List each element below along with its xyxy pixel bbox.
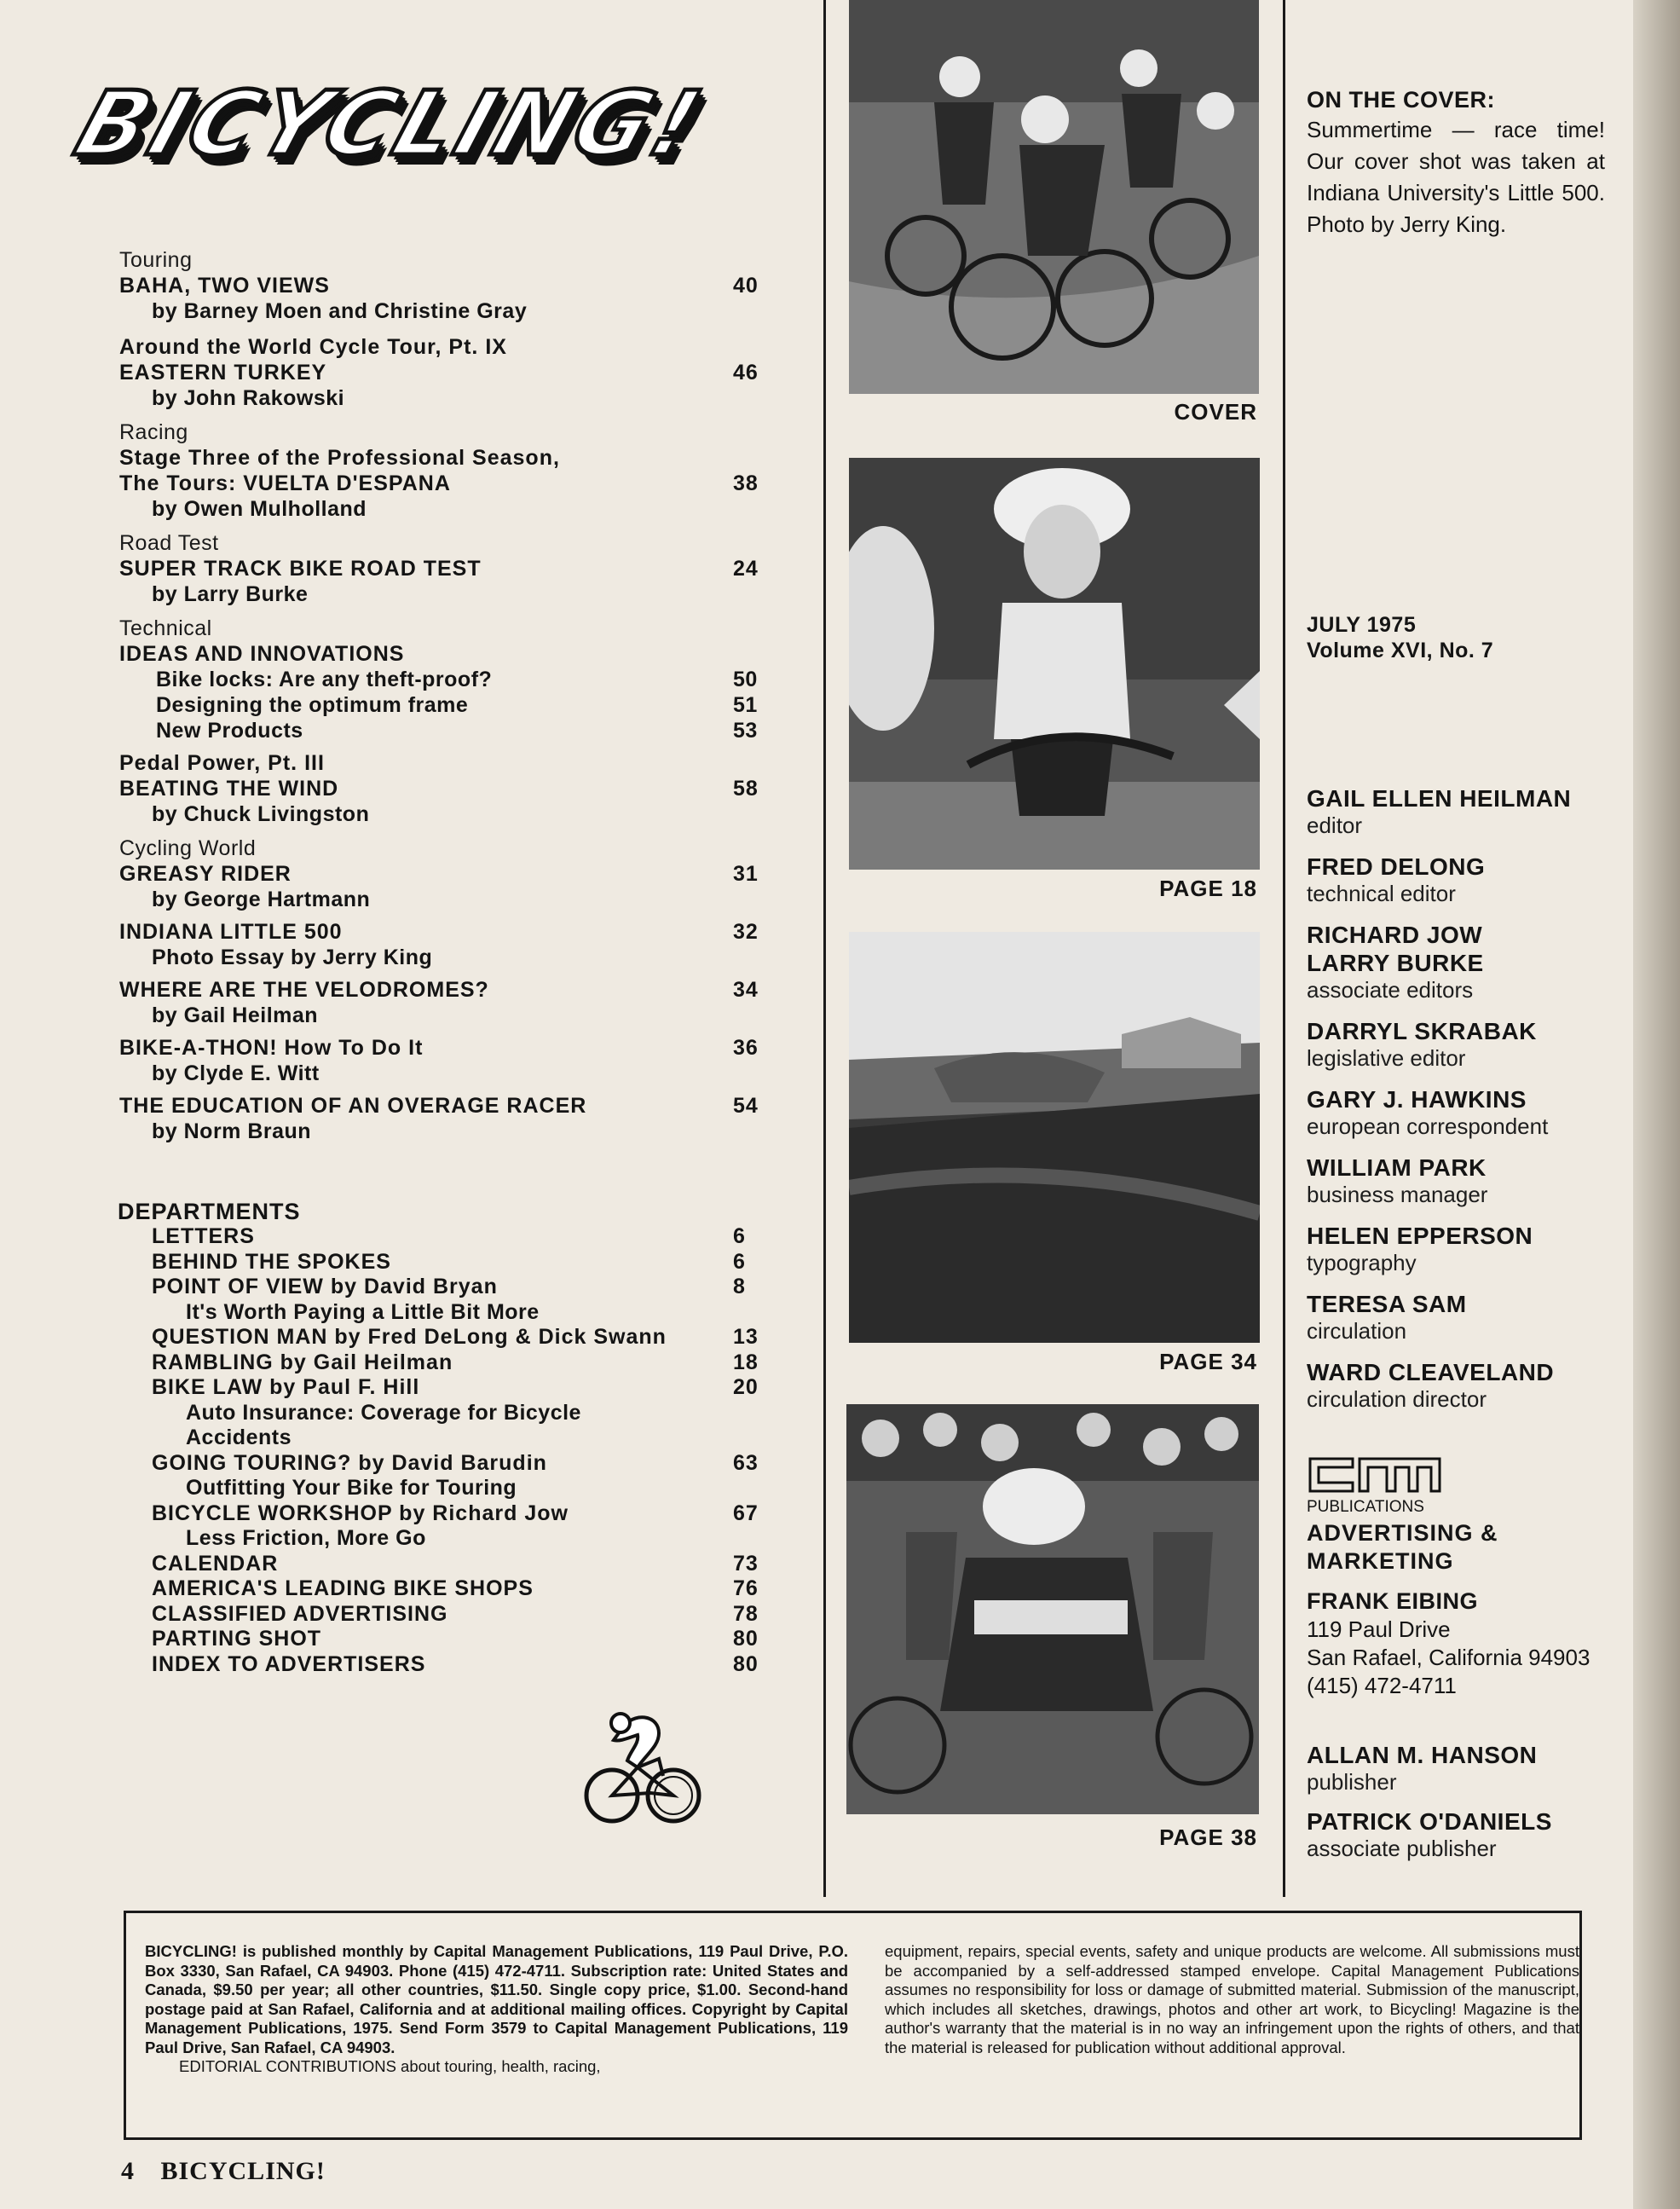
cyclist-icon xyxy=(578,1708,710,1827)
cover-note-heading: ON THE COVER: xyxy=(1307,87,1496,113)
entry-byline: by Chuck Livingston xyxy=(152,802,370,826)
staff-role: editor xyxy=(1307,812,1363,838)
department-row[interactable] xyxy=(118,1250,784,1275)
info-right-text: equipment, repairs, special events, safety and unique products are welcome. All submissions must be accompanied by a self-addressed stamped envelope. Capital Management Publications assumes no responsibility for loss or damage of submitted material. Submission of the manuscript, which includes all sketches, drawings, photos and other art work, to Bicycling! Magazine is the author's warranty that the material is in no way an infringement upon the rights of others, and that the material is released for publication without additional approval. xyxy=(885,1942,1579,2056)
contact-address-1: 119 Paul Drive xyxy=(1307,1616,1451,1642)
page-number: 4 xyxy=(121,2157,135,2185)
department-subtitle: Less Friction, More Go xyxy=(186,1526,426,1550)
publisher-block xyxy=(1307,1454,1648,1862)
department-title: INDEX TO ADVERTISERS xyxy=(152,1651,426,1676)
department-row[interactable] xyxy=(118,1224,784,1250)
department-page: 20 xyxy=(733,1375,759,1399)
masthead-entry xyxy=(1307,1154,1648,1208)
toc-entry[interactable] xyxy=(119,919,784,945)
staff-name: FRED DELONG xyxy=(1307,853,1486,880)
department-title: CALENDAR xyxy=(152,1551,279,1576)
department-row[interactable] xyxy=(118,1552,784,1577)
person-role: publisher xyxy=(1307,1769,1397,1795)
departments-rows xyxy=(118,1224,784,1677)
staff-role: legislative editor xyxy=(1307,1045,1466,1071)
entry-title: INDIANA LITTLE 500 xyxy=(119,920,343,944)
department-page: 6 xyxy=(733,1224,746,1248)
cm-publications-logo xyxy=(1307,1454,1443,1496)
entry-title: BIKE-A-THON! How To Do It xyxy=(119,1036,424,1060)
department-page: 80 xyxy=(733,1651,759,1676)
staff-role: business manager xyxy=(1307,1182,1488,1207)
cover-note xyxy=(1307,85,1631,240)
department-page: 80 xyxy=(733,1627,759,1651)
cover-photo-image xyxy=(849,0,1259,394)
department-subtitle: Accidents xyxy=(186,1425,292,1449)
info-left-text: BICYCLING! is published monthly by Capital Management Publications, 119 Paul Drive, P.O. Box 3330, San Rafael, CA 94903. Phone (415) 472-4711. Subscription rate: United States and Canada, $9.50 per year; all other countries, $11.50. Single copy price, $1.00. Second-hand postage paid at San Rafael, California and at additional mailing offices. Copyright by Capital Management Publications, 1975. Send Form 3579 to Capital Management Publications, 119 Paul Drive, San Rafael, CA 94903. xyxy=(145,1942,848,2056)
entry-page: 46 xyxy=(733,361,759,385)
series-title-text: Around the World Cycle Tour, Pt. IX xyxy=(119,335,507,359)
magazine-logo xyxy=(64,68,805,179)
entry-title-line xyxy=(119,641,784,667)
toc-section-cycling-world xyxy=(119,836,784,1144)
page38-photo xyxy=(846,1404,1259,1814)
section-label: Technical xyxy=(119,616,212,640)
toc-section-technical xyxy=(119,616,784,827)
entry-title: IDEAS AND INNOVATIONS xyxy=(119,642,405,666)
department-page: 8 xyxy=(733,1275,746,1298)
masthead-entry xyxy=(1307,784,1648,839)
department-page: 73 xyxy=(733,1551,759,1576)
contact-address-2: San Rafael, California 94903 xyxy=(1307,1645,1591,1670)
staff-role: associate editors xyxy=(1307,977,1474,1003)
toc-entry[interactable] xyxy=(119,556,784,581)
staff-role: circulation director xyxy=(1307,1386,1487,1412)
department-title: GOING TOURING? by David Barudin xyxy=(152,1450,547,1475)
entry-page: 53 xyxy=(733,719,758,743)
entry-title: BEATING THE WIND xyxy=(119,777,339,801)
department-title: BICYCLE WORKSHOP by Richard Jow xyxy=(152,1501,569,1525)
entry-page: 38 xyxy=(733,471,759,495)
footer-magazine-name: BICYCLING! xyxy=(160,2157,326,2185)
department-row[interactable] xyxy=(118,1325,784,1350)
column-divider xyxy=(823,0,826,1897)
section-label: Touring xyxy=(119,248,193,272)
entry-title: EASTERN TURKEY xyxy=(119,361,327,385)
toc-entry[interactable] xyxy=(119,360,784,385)
info-left-column xyxy=(145,1942,848,2077)
contact-phone: (415) 472-4711 xyxy=(1307,1673,1457,1698)
toc-section-racing xyxy=(119,419,784,522)
department-subtitle: It's Worth Paying a Little Bit More xyxy=(186,1299,540,1324)
entry-byline: by George Hartmann xyxy=(152,888,371,911)
series-title-text: Pedal Power, Pt. III xyxy=(119,751,325,775)
entry-page: 58 xyxy=(733,777,759,801)
entry-page: 40 xyxy=(733,274,759,298)
issue-date: JULY 1975 xyxy=(1307,613,1417,637)
entry-byline: by Larry Burke xyxy=(152,582,309,606)
staff-name: WILLIAM PARK xyxy=(1307,1154,1487,1181)
department-page: 76 xyxy=(733,1576,759,1600)
department-title: POINT OF VIEW by David Bryan xyxy=(152,1275,498,1298)
entry-title: The Tours: VUELTA D'ESPANA xyxy=(119,471,451,495)
entry-page: 54 xyxy=(733,1094,759,1118)
toc-section-touring xyxy=(119,247,784,411)
page38-caption: PAGE 38 xyxy=(1159,1824,1257,1850)
series-title xyxy=(119,334,784,360)
page34-photo xyxy=(849,932,1260,1343)
section-label: Racing xyxy=(119,420,188,444)
department-title: AMERICA'S LEADING BIKE SHOPS xyxy=(152,1576,534,1600)
entry-page: 31 xyxy=(733,862,759,886)
entry-byline: by Owen Mulholland xyxy=(152,497,367,521)
entry-page: 32 xyxy=(733,920,759,944)
entry-title: WHERE ARE THE VELODROMES? xyxy=(119,978,489,1002)
section-label: Cycling World xyxy=(119,836,257,860)
entry-title-line xyxy=(119,445,784,471)
entry-byline: by Norm Braun xyxy=(152,1119,312,1143)
entry-title: Stage Three of the Professional Season, xyxy=(119,446,560,470)
section-label: Road Test xyxy=(119,531,219,555)
advertising-heading-2: MARKETING xyxy=(1307,1548,1454,1574)
contact-name: FRANK EIBING xyxy=(1307,1588,1478,1614)
person-name: ALLAN M. HANSON xyxy=(1307,1742,1538,1768)
entry-page: 24 xyxy=(733,557,759,581)
department-row[interactable] xyxy=(118,1350,784,1376)
entry-title: SUPER TRACK BIKE ROAD TEST xyxy=(119,557,482,581)
department-row[interactable] xyxy=(118,1627,784,1652)
staff-role: typography xyxy=(1307,1250,1417,1275)
staff-name: WARD CLEAVELAND xyxy=(1307,1359,1555,1385)
staff-role: circulation xyxy=(1307,1318,1407,1344)
entry-byline: by John Rakowski xyxy=(152,386,345,410)
page18-photo xyxy=(849,458,1260,870)
table-of-contents xyxy=(119,247,784,1153)
masthead-entry xyxy=(1307,1290,1648,1344)
staff-role: european correspondent xyxy=(1307,1113,1549,1139)
department-row[interactable] xyxy=(118,1602,784,1628)
info-right-column xyxy=(885,1942,1579,2057)
department-page: 63 xyxy=(733,1450,759,1475)
entry-byline: by Clyde E. Witt xyxy=(152,1061,320,1085)
masthead-entry xyxy=(1307,1358,1648,1413)
toc-subentry[interactable] xyxy=(119,718,784,743)
department-title: CLASSIFIED ADVERTISING xyxy=(152,1601,448,1626)
page34-photo-image xyxy=(849,932,1260,1343)
toc-subentry[interactable] xyxy=(119,692,784,718)
department-title: BIKE LAW by Paul F. Hill xyxy=(152,1375,420,1399)
staff-name: DARRYL SKRABAK xyxy=(1307,1018,1537,1044)
toc-subentry[interactable] xyxy=(119,667,784,692)
department-title: QUESTION MAN by Fred DeLong & Dick Swann xyxy=(152,1325,667,1349)
subentry-title: Designing the optimum frame xyxy=(156,693,469,717)
entry-page: 36 xyxy=(733,1036,759,1060)
logo-text: BICYCLING! xyxy=(64,72,718,176)
entry-page: 34 xyxy=(733,978,759,1002)
staff-role: technical editor xyxy=(1307,881,1456,906)
page18-caption: PAGE 18 xyxy=(1159,876,1257,901)
entry-byline: by Barney Moen and Christine Gray xyxy=(152,299,528,323)
department-row[interactable] xyxy=(118,1375,784,1401)
info-left-tail: EDITORIAL CONTRIBUTIONS about touring, health, racing, xyxy=(179,2057,601,2075)
staff-name: HELEN EPPERSON xyxy=(1307,1223,1533,1249)
entry-title: BAHA, TWO VIEWS xyxy=(119,274,330,298)
department-page: 78 xyxy=(733,1601,759,1626)
advertising-heading-1: ADVERTISING & xyxy=(1307,1520,1498,1546)
cover-caption: COVER xyxy=(1174,399,1257,425)
masthead-list xyxy=(1307,784,1648,1426)
toc-entry[interactable] xyxy=(119,977,784,1003)
toc-entry[interactable] xyxy=(119,471,784,496)
entry-page: 51 xyxy=(733,693,758,717)
department-subtitle: Outfitting Your Bike for Touring xyxy=(186,1476,517,1500)
department-page: 67 xyxy=(733,1501,759,1525)
department-title: BEHIND THE SPOKES xyxy=(152,1249,391,1274)
masthead-entry xyxy=(1307,1017,1648,1072)
page18-photo-image xyxy=(849,458,1260,870)
department-page: 13 xyxy=(733,1325,759,1349)
entry-title: THE EDUCATION OF AN OVERAGE RACER xyxy=(119,1094,587,1118)
department-page: 6 xyxy=(733,1249,746,1274)
entry-title: GREASY RIDER xyxy=(119,862,292,886)
person-name: PATRICK O'DANIELS xyxy=(1307,1808,1552,1835)
entry-byline: Photo Essay by Jerry King xyxy=(152,945,433,969)
publisher-person xyxy=(1307,1741,1648,1796)
cm-publications-label: PUBLICATIONS xyxy=(1307,1498,1424,1516)
department-row[interactable] xyxy=(118,1275,784,1300)
subentry-title: New Products xyxy=(156,719,303,743)
department-title: LETTERS xyxy=(152,1224,255,1248)
staff-name: LARRY BURKE xyxy=(1307,950,1484,976)
staff-name: RICHARD JOW xyxy=(1307,922,1483,948)
publisher-person xyxy=(1307,1807,1648,1862)
department-title: RAMBLING by Gail Heilman xyxy=(152,1350,453,1374)
masthead-entry xyxy=(1307,921,1648,1003)
toc-entry[interactable] xyxy=(119,1093,784,1119)
toc-entry[interactable] xyxy=(119,861,784,887)
masthead-entry xyxy=(1307,853,1648,907)
toc-entry[interactable] xyxy=(119,273,784,298)
masthead-entry xyxy=(1307,1085,1648,1140)
masthead-entry xyxy=(1307,1222,1648,1276)
page34-caption: PAGE 34 xyxy=(1159,1349,1257,1374)
person-role: associate publisher xyxy=(1307,1836,1497,1861)
department-page: 18 xyxy=(733,1350,759,1374)
cover-note-text: Summertime — race time! Our cover shot was taken at Indiana University's Little 500. Photo by Jerry King. xyxy=(1307,117,1605,237)
staff-name: GAIL ELLEN HEILMAN xyxy=(1307,785,1572,812)
department-row[interactable] xyxy=(118,1576,784,1602)
issue-volume: Volume XVI, No. 7 xyxy=(1307,639,1494,662)
entry-page: 50 xyxy=(733,668,758,691)
subentry-title: Bike locks: Are any theft-proof? xyxy=(156,668,493,691)
page38-photo-image xyxy=(846,1404,1259,1814)
issue-info xyxy=(1307,612,1648,663)
series-title xyxy=(119,750,784,776)
toc-entry[interactable] xyxy=(119,1035,784,1061)
publication-info-box xyxy=(124,1911,1582,2140)
staff-name: TERESA SAM xyxy=(1307,1291,1467,1317)
column-divider xyxy=(1283,0,1285,1897)
department-subtitle: Auto Insurance: Coverage for Bicycle xyxy=(186,1400,581,1425)
department-row[interactable] xyxy=(118,1652,784,1678)
page-footer xyxy=(121,2157,326,2186)
department-row[interactable] xyxy=(118,1501,784,1527)
department-title: PARTING SHOT xyxy=(152,1627,322,1651)
departments-heading: DEPARTMENTS xyxy=(118,1199,301,1224)
entry-byline: by Gail Heilman xyxy=(152,1003,319,1027)
department-row[interactable] xyxy=(118,1451,784,1477)
toc-entry[interactable] xyxy=(119,776,784,801)
cover-photo xyxy=(849,0,1259,394)
departments-list xyxy=(118,1199,784,1677)
toc-section-road-test xyxy=(119,530,784,607)
staff-name: GARY J. HAWKINS xyxy=(1307,1086,1527,1113)
